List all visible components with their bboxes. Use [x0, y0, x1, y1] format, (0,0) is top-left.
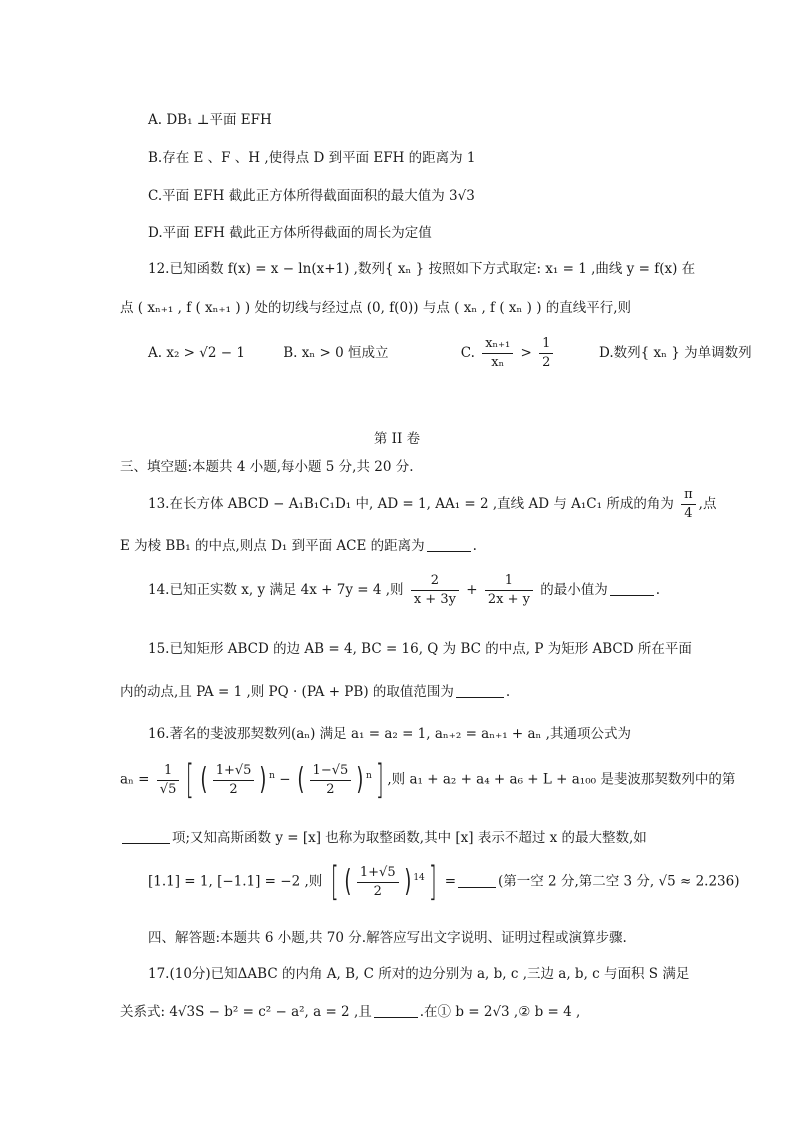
q13-line1: 13.在长方体 ABCD − A₁B₁C₁D₁ 中, AD = 1, AA₁ = 2 ,直线 AD 与 A₁C₁ 所成的角为 $\frac{\pi}{4}$ ,点: [148, 487, 717, 521]
q16-line2: aₙ = $\frac{1}{√5}$ [ ( $\frac{1+√5}{2}$ ) $^n$ − ( $\frac{1-√5}{2}$ ) $^n$] ,则 a₁ + a₂ + a₄ + a₆ + L + a₁₀₀ 是斐波那契数列中的第: [120, 757, 736, 803]
q12-option-b: B. xₙ > 0 恒成立: [283, 345, 389, 361]
q12-option-c: C. $\frac{\text{xₙ₊₁}}{\text{xₙ}}$ > $\frac{1}{2}$: [461, 345, 561, 361]
q15-line1: 15.已知矩形 ABCD 的边 AB = 4, BC = 16, Q 为 BC 的中点, P 为矩形 ABCD 所在平面: [148, 641, 692, 657]
q13-line2: E 为棱 BB₁ 的中点,则点 D₁ 到平面 ACE 的距离为 .: [120, 538, 477, 554]
section2-title: 第 II 卷: [373, 431, 421, 447]
answer-blank[interactable]: [122, 829, 170, 844]
answer-blank[interactable]: [458, 873, 496, 888]
q11-option-b: B.存在 E 、F 、H ,使得点 D 到平面 EFH 的距离为 1: [148, 150, 476, 166]
q12-stem-line2: 点 ( xₙ₊₁ , f ( xₙ₊₁ ) ) 处的切线与经过点 (0, f(0)) 与点 ( xₙ , f ( xₙ ) ) 的直线平行,则: [120, 300, 632, 316]
q11-option-d: D.平面 EFH 截此正方体所得截面的周长为定值: [148, 225, 432, 241]
part4-heading: 四、解答题:本题共 6 小题,共 70 分.解答应写出文字说明、证明过程或演算步骤.: [148, 930, 627, 946]
q15-line2: 内的动点,且 PA = 1 ,则 PQ · (PA + PB) 的取值范围为 .: [120, 684, 511, 700]
part3-heading: 三、填空题:本题共 4 小题,每小题 5 分,共 20 分.: [120, 459, 414, 475]
q12-option-d: D.数列{ xₙ } 为单调数列: [599, 345, 752, 361]
q14-line: 14.已知正实数 x, y 满足 4x + 7y = 4 ,则 $\frac{2}{x + 3y}$ + $\frac{1}{2x + y}$ 的最小值为 .: [148, 573, 661, 607]
answer-blank[interactable]: [456, 683, 504, 698]
answer-blank[interactable]: [427, 537, 471, 552]
q16-line4: [1.1] = 1, [−1.1] = −2 ,则 [ ( $\frac{1+√5}{2}$ ) $^{14}$] = (第一空 2 分,第二空 3 分, √5 ≈ 2.236): [148, 859, 740, 905]
q17-line1: 17.(10分)已知ΔABC 的内角 A, B, C 所对的边分别为 a, b, c ,三边 a, b, c 与面积 S 满足: [148, 966, 690, 982]
answer-blank[interactable]: [374, 1003, 418, 1018]
answer-blank[interactable]: [610, 581, 654, 596]
q11-option-a: A. DB₁ ⊥平面 EFH: [148, 112, 272, 128]
q12-options: [148, 335, 752, 372]
q16-line3: 项;又知高斯函数 y = [x] 也称为取整函数,其中 [x] 表示不超过 x 的最大整数,如: [120, 826, 647, 846]
q17-line2: 关系式: 4√3S − b² = c² − a², a = 2 ,且 .在① b = 2√3 ,② b = 4 ,: [120, 1004, 581, 1020]
q11-option-c: C.平面 EFH 截此正方体所得截面面积的最大值为 3√3: [148, 188, 475, 204]
q12-stem-line1: 12.已知函数 f(x) = x − ln(x+1) ,数列{ xₙ } 按照如下方式取定: x₁ = 1 ,曲线 y = f(x) 在: [148, 261, 696, 277]
q12-option-a: A. x₂ > √2 − 1: [148, 345, 245, 361]
q16-line1: 16.著名的斐波那契数列(aₙ) 满足 a₁ = a₂ = 1, aₙ₊₂ = aₙ₊₁ + aₙ ,其通项公式为: [148, 726, 631, 742]
